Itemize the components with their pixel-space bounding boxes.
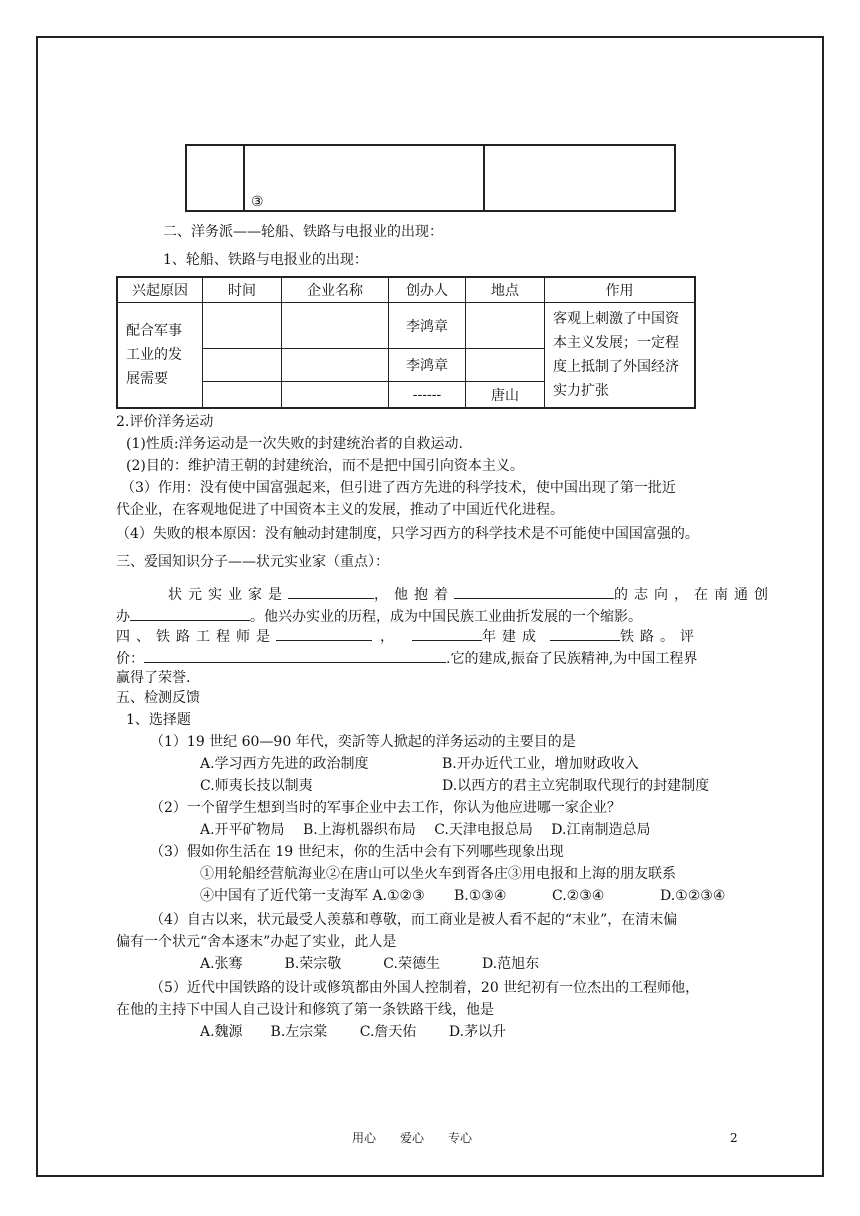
- section4-line1: 四、铁路工程师是 ， 年建成 铁路。评: [116, 624, 700, 647]
- blank-year: [412, 624, 482, 641]
- q5-stem-line1: （5）近代中国铁路的设计或修筑都由外国人控制着，20 世纪初有一位杰出的工程师他，: [150, 980, 700, 996]
- page-number: 2: [730, 1131, 738, 1145]
- header-effect: 作用: [545, 277, 696, 303]
- founder-1: 李鸿章: [389, 303, 466, 349]
- eval-heading: 2.评价洋务运动: [116, 414, 214, 430]
- section3-heading: 三、爱国知识分子——状元实业家（重点）：: [116, 554, 389, 570]
- header-time: 时间: [203, 277, 282, 303]
- blank-railway: [550, 624, 620, 641]
- section2-heading: 二、洋务派——轮船、铁路与电报业的出现：: [163, 224, 443, 240]
- top-table: [185, 144, 676, 212]
- header-place: 地点: [466, 277, 545, 303]
- eval-p1: (1)性质:洋务运动是一次失败的封建统治者的自救运动.: [126, 436, 463, 452]
- place-3: 唐山: [466, 382, 545, 408]
- eval-p3a: （3）作用：没有使中国富强起来，但引进了西方先进的科学技术，使中国出现了第一批近: [121, 480, 676, 496]
- section5-heading: 五、检测反馈: [116, 690, 200, 706]
- reason-cell: 配合军事 工业的发 展需要: [117, 303, 203, 408]
- q3-option-c: C.②③④: [552, 888, 605, 904]
- q2-stem: （2）一个留学生想到当时的军事企业中去工作，你认为他应进哪一家企业？: [150, 800, 621, 816]
- blank-enterprise: [130, 604, 250, 621]
- q3-option-d: D.①②③④: [660, 888, 726, 904]
- eval-p2: (2)目的：维护清王朝的封建统治，而不是把中国引向资本主义。: [126, 458, 524, 474]
- effect-cell: 客观上刺激了中国资 本主义发展；一定程 度上抵制了外国经济 实力扩张: [545, 303, 696, 408]
- q1-option-b: B.开办近代工业，增加财政收入: [442, 756, 639, 772]
- header-founder: 创办人: [389, 277, 466, 303]
- header-reason: 兴起原因: [117, 277, 203, 303]
- footer-motto: 用心 爱心 专心: [352, 1131, 473, 1145]
- founder-3: ------: [389, 382, 466, 408]
- q3-items-line1: ①用轮船经营航海业②在唐山可以坐火车到胥各庄③用电报和上海的朋友联系: [200, 866, 676, 882]
- q1-option-c: C.师夷长技以制夷: [200, 778, 313, 794]
- q2-options: A.开平矿物局 B.上海机器织布局 C.天津电报总局 D.江南制造总局: [200, 822, 651, 838]
- q3-option-b: B.①③④: [454, 888, 507, 904]
- blank-engineer: [276, 624, 372, 641]
- q4-stem-line1: （4）自古以来，状元最受人羡慕和尊敬，而工商业是被人看不起的“末业”，在清末偏: [150, 912, 678, 928]
- blank-ambition: [454, 582, 614, 599]
- blank-evaluation: [144, 646, 446, 663]
- eval-p4: （4）失败的根本原因：没有触动封建制度，只学习西方的科学技术是不可能使中国国富强的。: [116, 526, 699, 542]
- section5-subheading: 1、选择题: [126, 712, 191, 728]
- section4-line2: 价： .它的建成,振奋了民族精神,为中国工程界: [116, 646, 697, 669]
- q1-stem: （1）19 世纪 60—90 年代，奕訢等人掀起的洋务运动的主要目的是: [150, 734, 576, 750]
- section3-line2: 办 。他兴办实业的历程，成为中国民族工业曲折发展的一个缩影。: [116, 604, 642, 627]
- section4-line3: 赢得了荣誉.: [116, 670, 191, 686]
- founder-2: 李鸿章: [389, 349, 466, 382]
- eval-p3b: 代企业，在客观地促进了中国资本主义的发展，推动了中国近代化进程。: [116, 502, 564, 518]
- q3-items-line2: ④中国有了近代第一支海军 A.①②③: [200, 888, 425, 904]
- q4-options: A.张骞 B.荣宗敬 C.荣德生 D.范旭东: [200, 956, 540, 972]
- blank-name: [288, 582, 374, 599]
- q5-stem-line2: 在他的主持下中国人自己设计和修筑了第一条铁路干线，他是: [116, 1002, 494, 1018]
- enterprise-table: [116, 276, 696, 409]
- q1-option-a: A.学习西方先进的政治制度: [200, 756, 369, 772]
- q5-options: A.魏源 B.左宗棠 C.詹天佑 D.茅以升: [200, 1024, 507, 1040]
- section2-subheading: 1、轮船、铁路与电报业的出现：: [163, 252, 368, 268]
- q4-stem-line2: 偏有一个状元“舍本逐末”办起了实业，此人是: [116, 934, 397, 950]
- header-enterprise: 企业名称: [282, 277, 389, 303]
- q1-option-d: D.以西方的君主立宪制取代现行的封建制度: [442, 778, 710, 794]
- section3-line1: 状元实业家是 ，他抱着 的志向，在南通创: [168, 582, 774, 605]
- q3-stem: （3）假如你生活在 19 世纪末，你的生活中会有下列哪些现象出现: [150, 844, 564, 860]
- circle-number: ③: [251, 194, 264, 210]
